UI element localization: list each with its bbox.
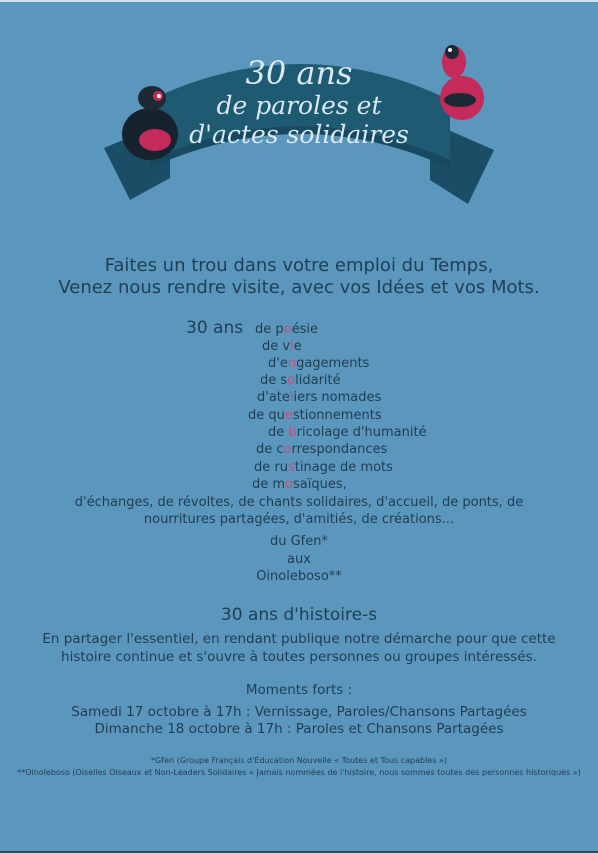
oinoleboso-label: Oinoleboso** [256,569,342,584]
banner-line-3: d'actes solidaires [189,120,409,149]
list-item: d'engagements [268,356,370,371]
footnote-oinoleboso: **Oinoleboso (Oiselles Oiseaux et Non-Leaders Solidaires « Jamais nommées de l'histoire, nous sommes toutes des personnes historiques ») [17,768,581,777]
list-item: de vie [262,339,302,354]
footnote-gfen: *Gfen (Groupe Français d'Éducation Nouvelle « Toutes et Tous capables ») [151,756,447,765]
list-item: de mosaïques, [252,477,347,492]
list-item: de solidarité [260,373,341,388]
aux-label: aux [287,552,311,567]
list-continuation-1: d'échanges, de révoltes, de chants solidaires, d'accueil, de ponts, de [74,495,524,510]
list-continuation-2: nourritures partagées, d'amitiés, de créations... [143,512,455,527]
list-item: de correspondances [256,442,388,457]
moments-title: Moments forts : [245,682,353,698]
history-paragraph-2: histoire continue et s'ouvre à toutes personnes ou groupes intéressés. [61,649,537,665]
list-item: de questionnements [248,408,382,423]
intro-line-1: Faites un trou dans votre emploi du Temps, [104,255,494,276]
moment-saturday: Samedi 17 octobre à 17h : Vernissage, Paroles/Chansons Partagées [71,704,527,720]
gfen-label: du Gfen* [269,534,328,549]
moment-sunday: Dimanche 18 octobre à 17h : Paroles et Chansons Partagées [94,721,504,737]
history-paragraph-1: En partager l'essentiel, en rendant publique notre démarche pour que cette [42,631,556,647]
banner-line-1: 30 ans [245,54,353,92]
list-item: de bricolage d'humanité [268,425,427,440]
intro-line-2: Venez nous rendre visite, avec vos Idées et vos Mots. [58,277,540,298]
list-item: de poésie [255,322,318,337]
list-item: d'ateliers nomades [257,390,382,405]
years-label: 30 ans [186,318,244,338]
history-title: 30 ans d'histoire-s [220,605,378,625]
banner-line-2: de paroles et [216,91,382,120]
list-item: de rustinage de mots [254,460,393,475]
